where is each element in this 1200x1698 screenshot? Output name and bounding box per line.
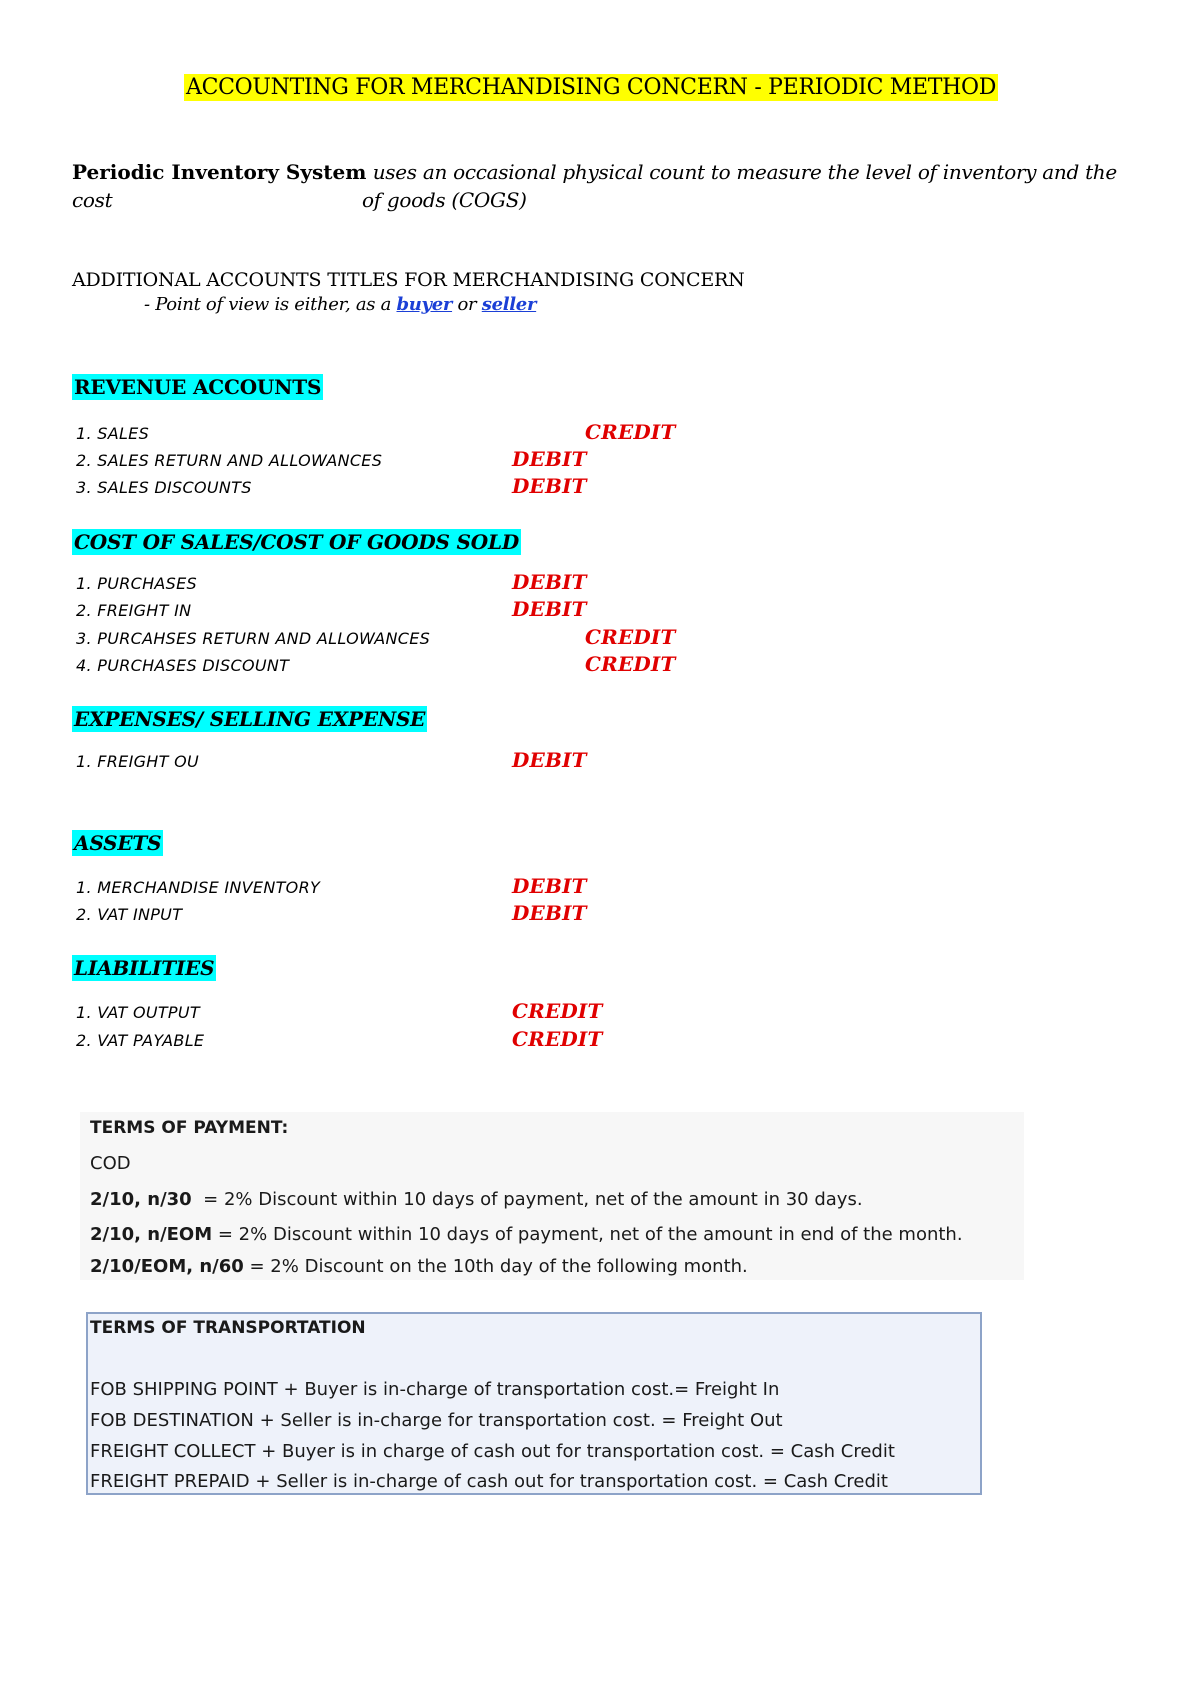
cogs-item-side: CREDIT (585, 652, 676, 676)
liabilities-item-side: CREDIT (512, 1027, 603, 1051)
transport-term-line: FOB SHIPPING POINT + Buyer is in-charge of transportation cost.= Freight In (90, 1379, 780, 1400)
additional-accounts-heading: ADDITIONAL ACCOUNTS TITLES FOR MERCHANDISING CONCERN (72, 269, 745, 291)
liabilities-item-side: CREDIT (512, 999, 603, 1023)
liabilities-item: 2. VAT PAYABLE (76, 1031, 205, 1050)
revenue-item: 2. SALES RETURN AND ALLOWANCES (76, 451, 383, 470)
cogs-item: 4. PURCHASES DISCOUNT (76, 656, 290, 675)
cogs-item: 3. PURCAHSES RETURN AND ALLOWANCES (76, 629, 431, 648)
terms-of-transportation-heading: TERMS OF TRANSPORTATION (90, 1318, 366, 1338)
pov-or: or (457, 294, 477, 315)
payment-term-code: 2/10, n/30 (90, 1189, 192, 1210)
section-heading-assets: ASSETS (74, 831, 162, 855)
payment-term-line (90, 1189, 863, 1210)
revenue-item-side: DEBIT (512, 474, 587, 498)
section-heading-cogs: COST OF SALES/COST OF GOODS SOLD (74, 530, 519, 554)
payment-term-code: 2/10, n/EOM (90, 1224, 213, 1245)
assets-item: 2. VAT INPUT (76, 905, 183, 924)
seller-link[interactable]: seller (481, 294, 537, 315)
transport-term-line: FREIGHT COLLECT + Buyer is in charge of cash out for transportation cost. = Cash Credit (90, 1441, 895, 1462)
cogs-item: 2. FREIGHT IN (76, 601, 192, 620)
cogs-item-side: DEBIT (512, 570, 587, 594)
liabilities-item: 1. VAT OUTPUT (76, 1003, 200, 1022)
cogs-item-side: CREDIT (585, 625, 676, 649)
intro-definition-cost: cost (72, 188, 113, 212)
payment-term-line (90, 1153, 131, 1174)
terms-of-transportation-panel (86, 1312, 982, 1495)
payment-term-code: COD (90, 1153, 131, 1174)
expenses-item: 1. FREIGHT OU (76, 752, 199, 771)
terms-of-payment-heading: TERMS OF PAYMENT: (90, 1118, 289, 1138)
point-of-view (144, 294, 536, 315)
payment-term-text: = 2% Discount within 10 days of payment, net of the amount in 30 days. (191, 1189, 863, 1210)
intro-definition-line1: uses an occasional physical count to measure the level of inventory and the (372, 160, 1117, 184)
section-heading-revenue: REVENUE ACCOUNTS (74, 375, 322, 399)
section-heading-liabilities: LIABILITIES (74, 956, 215, 980)
buyer-link[interactable]: buyer (396, 294, 453, 315)
payment-term-line (90, 1224, 963, 1245)
revenue-item: 1. SALES (76, 424, 150, 443)
revenue-item-side: CREDIT (585, 420, 676, 444)
revenue-item: 3. SALES DISCOUNTS (76, 478, 252, 497)
transport-term-line: FOB DESTINATION + Seller is in-charge for transportation cost. = Freight Out (90, 1410, 783, 1431)
payment-term-line (90, 1256, 748, 1277)
payment-term-text: = 2% Discount on the 10th day of the following month. (243, 1256, 748, 1277)
assets-item: 1. MERCHANDISE INVENTORY (76, 878, 321, 897)
assets-item-side: DEBIT (512, 874, 587, 898)
intro-definition-line2: of goods (COGS) (362, 188, 527, 212)
page-title: ACCOUNTING FOR MERCHANDISING CONCERN - PERIODIC METHOD (186, 75, 997, 100)
revenue-item-side: DEBIT (512, 447, 587, 471)
cogs-item-side: DEBIT (512, 597, 587, 621)
pov-prefix: - Point of view is either, as a (144, 294, 392, 315)
transport-term-line: FREIGHT PREPAID + Seller is in-charge of cash out for transportation cost. = Cash Credit (90, 1471, 888, 1492)
intro-definition (72, 158, 1132, 214)
assets-item-side: DEBIT (512, 901, 587, 925)
intro-term: Periodic Inventory System (72, 160, 367, 184)
payment-term-text: = 2% Discount within 10 days of payment, net of the amount in end of the month. (212, 1224, 963, 1245)
cogs-item: 1. PURCHASES (76, 574, 197, 593)
payment-term-code: 2/10/EOM, n/60 (90, 1256, 244, 1277)
expenses-item-side: DEBIT (512, 748, 587, 772)
section-heading-expenses: EXPENSES/ SELLING EXPENSE (74, 707, 426, 731)
